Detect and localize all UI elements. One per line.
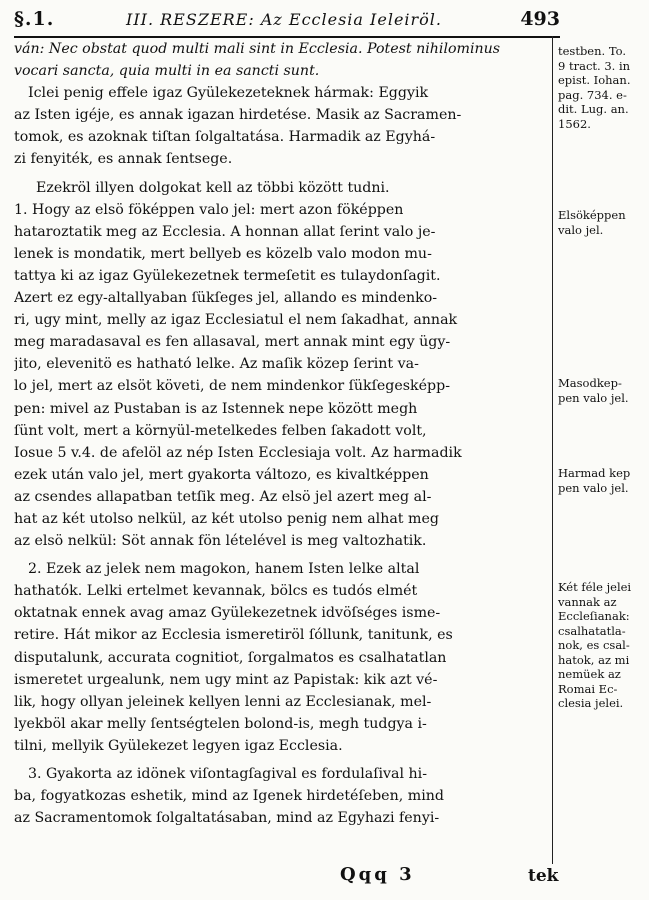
text-line: az Sacramentomok ſolgaltatásaban, mind az Egyhazi fenyi- xyxy=(14,810,440,827)
margin-note: testben. To. 9 tract. 3. in epist. Iohan. pag. 734. e- dit. Lug. an. 1562. xyxy=(558,44,631,131)
text-line: disputalunk, accurata cognitiot, ſorgalmatos es csalhatatlan xyxy=(14,649,447,666)
text-line: Azert ez egy-altallyaban ſükſeges jel, allando es mindenko- xyxy=(14,290,438,307)
text-line: tomok, es azoknak tiſtan ſolgaltatása. Harmadik az Egyhá- xyxy=(14,129,436,146)
text-line: ba, fogyatkozas eshetik, mind az Igenek hirdetéſeben, mind xyxy=(14,788,444,805)
catchword: tek xyxy=(528,866,559,886)
page-number: 493 xyxy=(520,8,560,30)
text-line: 2. Ezek az jelek nem magokon, hanem Isten lelke altal xyxy=(28,561,420,578)
text-line: meg maradasaval es fen allasaval, mert annak mint egy ügy- xyxy=(14,334,451,351)
text-line: tattya ki az igaz Gyülekezetnek termeſetit es tulaydonſagit. xyxy=(14,267,441,284)
text-line: lik, hogy ollyan jeleinek kellyen lenni az Ecclesianak, mel- xyxy=(14,693,432,710)
text-line: ri, ugy mint, melly az igaz Ecclesiatul el nem ſakadhat, annak xyxy=(14,312,458,329)
text-line: pen: mivel az Pustaban is az Istennek nepe között megh xyxy=(14,400,418,417)
paragraph xyxy=(14,177,552,553)
text-line: 3. Gyakorta az idönek viſontagſagival es fordulaſival hi- xyxy=(28,766,428,782)
text-line: lyekböl akar melly ſentségtelen bolond-is, megh tudgya i- xyxy=(14,715,427,732)
margin-note: Harmad kep pen valo jel. xyxy=(558,466,631,495)
text-line: tilni, mellyik Gyülekezet legyen igaz Ecclesia. xyxy=(14,737,343,754)
margin-note: Elsöképpen valo jel. xyxy=(558,208,626,237)
text-line: ezek után valo jel, mert gyakorta változo, es kivaltképpen xyxy=(14,466,429,483)
text-line: zi fenyiték, es annak ſentsege. xyxy=(14,151,233,168)
margin-rule xyxy=(552,36,553,864)
running-title: III. RESZERE: Az Ecclesia Ieleiröl. xyxy=(126,10,443,29)
text-line: lo jel, mert az elsöt követi, de nem mindenkor ſükſegesképp- xyxy=(14,378,451,395)
text-line: Iclei penig effele igaz Gyülekezeteknek hármak: Eggyik xyxy=(28,85,429,102)
paragraph xyxy=(14,38,552,171)
margin-note: Masodkep- pen valo jel. xyxy=(558,376,629,405)
text-line: ván: Nec obstat quod multi mali sint in Ecclesia. Potest nihilominus xyxy=(14,41,501,57)
text-line: Ezekröl illyen dolgokat kell az többi között tudni. xyxy=(36,179,390,196)
text-line: az elsö nelkül: Söt annak fön lételével is meg valtozhatik. xyxy=(14,533,427,550)
text-line: vocari sancta, quia multi in ea sancti sunt. xyxy=(14,63,320,80)
text-line: ſünt volt, mert a környül-metelkedes felben ſakadott volt, xyxy=(14,422,427,439)
text-line: lenek is mondatik, mert bellyeb es közelb valo modon mu- xyxy=(14,245,432,262)
main-text xyxy=(14,38,552,829)
text-line: hat az két utolso nelkül, az két utolso penig nem alhat meg xyxy=(14,510,439,527)
text-line: Iosue 5 v.4. de afelöl az nép Isten Ecclesiaja volt. Az harmadik xyxy=(14,444,462,461)
text-line: oktatnak ennek avag amaz Gyülekezetnek idvöſséges isme- xyxy=(14,605,441,622)
section-mark: §.1. xyxy=(14,8,55,30)
text-line: az csendes allapatban tetſik meg. Az elsö jel azert meg al- xyxy=(14,488,432,505)
running-header xyxy=(14,8,560,32)
text-line: 1. Hogy az elsö föképpen valo jel: mert azon föképpen xyxy=(14,201,404,218)
text-line: jito, elevenitö es hatható lelke. Az maſik közep ſerint va- xyxy=(14,356,419,373)
paragraph xyxy=(14,558,552,757)
text-line: hataroztatik meg az Ecclesia. A honnan allat ſerint valo je- xyxy=(14,223,436,240)
text-line: az Isten igéje, es annak igazan hirdetése. Masik az Sacramen- xyxy=(14,107,462,124)
text-line: retire. Hát mikor az Ecclesia ismeretiröl ſóllunk, tanitunk, es xyxy=(14,627,453,644)
text-line: ismeretet urgealunk, nem ugy mint az Papistak: kik azt vé- xyxy=(14,671,438,688)
signature-mark: Qqq 3 xyxy=(340,864,415,885)
paragraph xyxy=(14,763,552,829)
text-line: hathatók. Lelki ertelmet kevannak, bölcs es tudós elmét xyxy=(14,583,418,600)
margin-note: Két féle jelei vannak az Eccleſianak: csalhatatla- nok, es csal- hatok, az mi nemüek az Romai Ec- clesia jelei. xyxy=(558,580,632,710)
